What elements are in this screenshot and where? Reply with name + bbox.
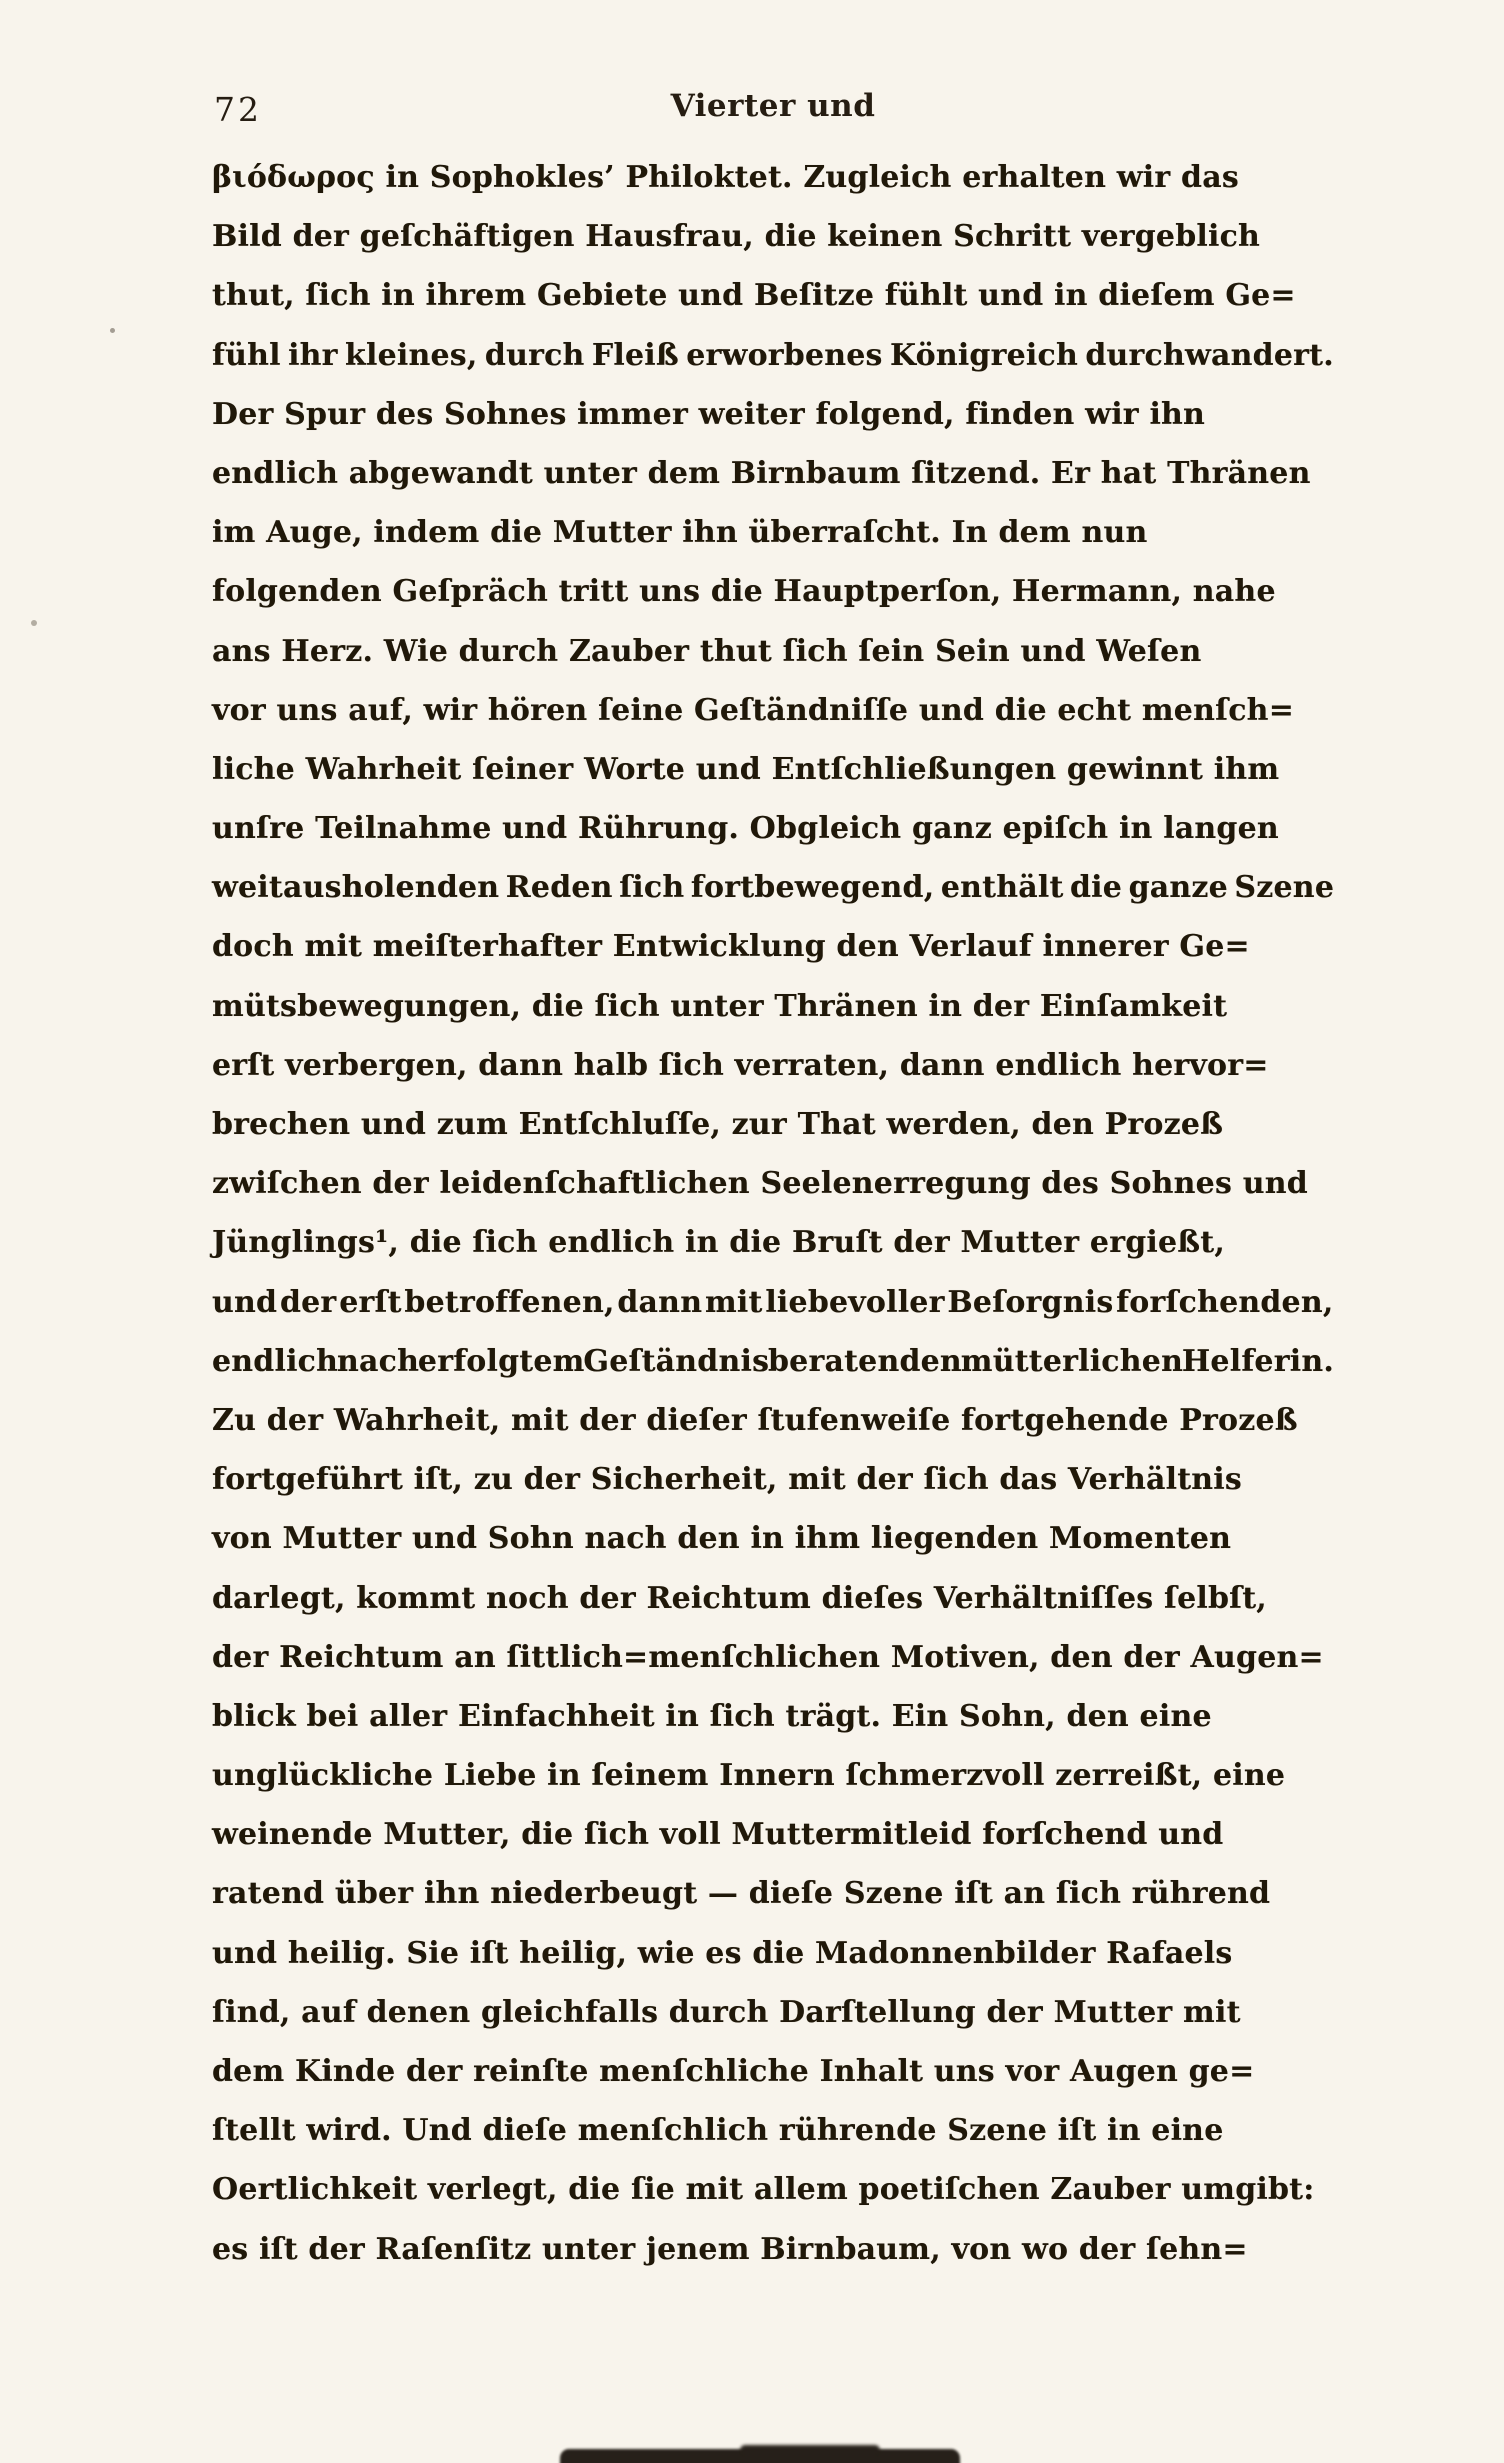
- text-line: ſind, auf denen gleichfalls durch Darſtellung der Mutter mit: [212, 1994, 1241, 2030]
- scan-speck: [31, 620, 37, 626]
- text-line: im Auge, indem die Mutter ihn überraſcht. In dem nun: [212, 515, 1148, 551]
- text-line: thut, ſich in ihrem Gebiete und Beſitze fühlt und in dieſem Ge=: [212, 278, 1296, 314]
- text-line: Der Spur des Sohnes immer weiter folgend, finden wir ihn: [212, 396, 1206, 432]
- text-line: vor uns auf, wir hören ſeine Geſtändniſſe und die echt menſch=: [212, 692, 1295, 728]
- text-line: ratend über ihn niederbeugt — dieſe Szene iſt an ſich rührend: [212, 1876, 1271, 1912]
- text-line: Jünglings¹, die ſich endlich in die Bruſt der Mutter ergießt,: [212, 1225, 1225, 1261]
- text-line: folgenden Geſpräch tritt uns die Hauptperſon, Hermann, nahe: [212, 574, 1276, 610]
- text-line: blick bei aller Einfachheit in ſich trägt. Ein Sohn, den eine: [212, 1698, 1212, 1734]
- text-line: unſre Teilnahme und Rührung. Obgleich ganz epiſch in langen: [212, 811, 1279, 847]
- cutoff-footnote-artifact: [560, 2449, 960, 2463]
- text-line: weitausholenden Reden ſich fortbewegend, enthält die ganze Szene: [212, 870, 1335, 906]
- scan-speck: [110, 328, 115, 333]
- text-line: ans Herz. Wie durch Zauber thut ſich ſein Sein und Weſen: [212, 633, 1202, 669]
- text-line: Oertlichkeit verlegt, die ſie mit allem poetiſchen Zauber umgibt:: [212, 2172, 1315, 2208]
- text-line: fühl ihr kleines, durch Fleiß erworbenes Königreich durchwandert.: [212, 337, 1334, 373]
- text-line: Zu der Wahrheit, mit der dieſer ſtufenweiſe fortgehende Prozeß: [212, 1402, 1298, 1438]
- text-line: βιόδωρος in Sophokles’ Philoktet. Zugleich erhalten wir das: [212, 160, 1239, 195]
- text-line: liche Wahrheit ſeiner Worte und Entſchließungen gewinnt ihm: [212, 751, 1280, 787]
- text-line: zwiſchen der leidenſchaftlichen Seelenerregung des Sohnes und: [212, 1166, 1308, 1202]
- page-header: [212, 86, 1334, 138]
- text-line: mütsbewegungen, die ſich unter Thränen in der Einſamkeit: [212, 988, 1228, 1024]
- text-line: doch mit meiſterhafter Entwicklung den Verlauf innerer Ge=: [212, 929, 1250, 965]
- running-title: Vierter und: [670, 88, 876, 124]
- text-line: und heilig. Sie iſt heilig, wie es die Madonnenbilder Rafaels: [212, 1935, 1233, 1971]
- text-line: dem Kinde der reinſte menſchliche Inhalt uns vor Augen ge=: [212, 2054, 1255, 2089]
- text-line: Bild der geſchäftigen Hausfrau, die keinen Schritt vergeblich: [212, 219, 1261, 255]
- page-number: 72: [214, 90, 262, 129]
- text-line: endlich nach erfolgtem Geſtändnis beratenden mütterlichen Helferin.: [212, 1343, 1334, 1379]
- text-line: erſt verbergen, dann halb ſich verraten, dann endlich hervor=: [212, 1047, 1269, 1083]
- text-block: [212, 148, 1334, 2279]
- text-line: weinende Mutter, die ſich voll Muttermitleid forſchend und: [212, 1817, 1224, 1853]
- text-line: brechen und zum Entſchluſſe, zur That werden, den Prozeß: [212, 1107, 1224, 1142]
- text-line: unglückliche Liebe in ſeinem Innern ſchmerzvoll zerreißt, eine: [212, 1758, 1286, 1794]
- text-line: und der erſt betroffenen, dann mit liebevoller Beſorgnis forſchenden,: [212, 1284, 1334, 1320]
- text-line: darlegt, kommt noch der Reichtum dieſes Verhältniſſes ſelbſt,: [212, 1580, 1267, 1616]
- text-line: ſtellt wird. Und dieſe menſchlich rührende Szene iſt in eine: [212, 2113, 1224, 2149]
- text-line: von Mutter und Sohn nach den in ihm liegenden Momenten: [212, 1521, 1232, 1557]
- text-line: endlich abgewandt unter dem Birnbaum ſitzend. Er hat Thränen: [212, 455, 1311, 491]
- text-line: fortgeführt iſt, zu der Sicherheit, mit der ſich das Verhältnis: [212, 1462, 1242, 1498]
- text-line: es iſt der Raſenſitz unter jenem Birnbaum, von wo der ſehn=: [212, 2231, 1248, 2267]
- text-line: der Reichtum an ſittlich=menſchlichen Motiven, den der Augen=: [212, 1639, 1324, 1675]
